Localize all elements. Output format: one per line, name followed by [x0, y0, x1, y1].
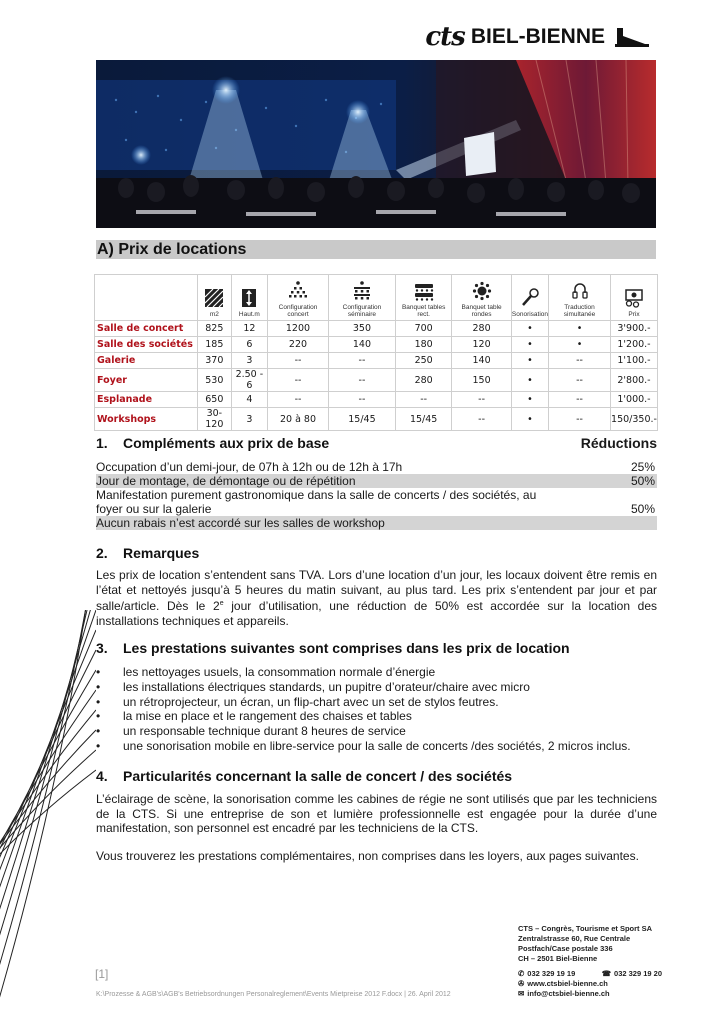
table-row [95, 392, 658, 408]
cell-m2: 825 [198, 321, 232, 337]
included-services-list [96, 665, 657, 754]
cell-banquet-round: 120 [452, 337, 512, 353]
cell-seminar: 140 [328, 337, 395, 353]
cell-m2: 185 [198, 337, 232, 353]
cell-translation: -- [549, 408, 611, 431]
section-2-heading [96, 545, 199, 561]
price-icon [623, 288, 645, 308]
decorative-arcs [0, 610, 96, 1024]
microphone-icon [519, 288, 541, 308]
section-number: 2. [96, 545, 108, 561]
cell-seminar: -- [328, 392, 395, 408]
cell-sound: • [511, 369, 548, 392]
phone-fax-line [518, 969, 662, 979]
cell-price: 3'900.- [611, 321, 658, 337]
section-header [96, 240, 656, 259]
cell-banquet-rect: 700 [396, 321, 452, 337]
cell-price: 1'000.- [611, 392, 658, 408]
cell-sound: • [511, 353, 548, 369]
column-label: Banquet tables rect. [401, 304, 446, 318]
cell-sound: • [511, 337, 548, 353]
cell-height: 4 [231, 392, 267, 408]
supplement-row [96, 516, 657, 530]
cell-banquet-round: 150 [452, 369, 512, 392]
cell-price: 1'100.- [611, 353, 658, 369]
cell-banquet-round: 140 [452, 353, 512, 369]
column-header-seminar [328, 275, 395, 321]
cell-concert: 1200 [268, 321, 329, 337]
table-header-row [95, 275, 658, 321]
column-header-banquet-round [452, 275, 512, 321]
concert-hall-paragraph: L’éclairage de scène, la sonorisation comme les cabines de régie ne sont utilisés que par les techniciens de la CTS. Si une entreprise de son et lumière professionnelle est engagée pour la durée d’une manifestation, son personnel est encadré par les techniciens de la CTS. [96, 792, 657, 836]
table-row [95, 321, 658, 337]
banquet-round-icon [471, 281, 493, 301]
globe-icon: ✇ [518, 979, 525, 988]
table-row [95, 337, 658, 353]
list-item: • les installations électriques standards, un pupitre d’orateur/chaire avec micro [96, 680, 657, 695]
list-item: • une sonorisation mobile en libre-service pour la salle de concerts /des sociétés, 2 micros inclus. [96, 739, 657, 754]
column-label: Prix [628, 311, 640, 318]
cell-height: 3 [231, 353, 267, 369]
column-header-banquet-rect [396, 275, 452, 321]
section-title: A) Prix de locations [97, 241, 247, 258]
section-3-heading [96, 640, 570, 656]
section-number: 4. [96, 768, 108, 784]
company-address [518, 924, 652, 964]
fax [602, 969, 662, 979]
ordinal-superscript: e [219, 600, 224, 608]
cell-concert: 20 à 80 [268, 408, 329, 431]
supplement-percent [655, 516, 657, 530]
further-services-paragraph: Vous trouverez les prestations complémentaires, non comprises dans les loyers, aux pages suivantes. [96, 849, 639, 863]
supplement-text: Aucun rabais n’est accordé sur les salles de workshop [96, 516, 385, 530]
height-icon [238, 288, 260, 308]
column-header-price [611, 275, 658, 321]
cell-m2: 650 [198, 392, 232, 408]
concert-config-icon [287, 281, 309, 301]
file-path: K:\Prozesse & AGB's\AGB's Betriebsordnungen Personalreglement\Events Mietpreise 2012 F.docx | 26. April 2012 [96, 991, 451, 998]
cell-seminar: 15/45 [328, 408, 395, 431]
cell-concert: -- [268, 353, 329, 369]
column-header-height [231, 275, 267, 321]
list-item: • les nettoyages usuels, la consommation normale d’énergie [96, 665, 657, 680]
cell-banquet-round: -- [452, 408, 512, 431]
cell-banquet-rect: 280 [396, 369, 452, 392]
supplement-percent: 25% [630, 460, 655, 474]
section-3-title: Les prestations suivantes sont comprises dans les prix de location [123, 640, 570, 656]
logo [425, 22, 649, 52]
table-row [95, 408, 658, 431]
column-header-m2 [198, 275, 232, 321]
column-label: Sonorisation [511, 311, 549, 318]
headphones-icon [569, 281, 591, 301]
fax-icon: ☎ [601, 969, 612, 978]
cell-concert: -- [268, 392, 329, 408]
email-link[interactable]: info@ctsbiel-bienne.ch [527, 989, 610, 998]
list-item: • un responsable technique durant 8 heures de service [96, 724, 657, 739]
row-name: Galerie [95, 353, 198, 369]
row-name: Foyer [95, 369, 198, 392]
row-name: Esplanade [95, 392, 198, 408]
section-1-heading [96, 435, 329, 451]
cell-price: 2'800.- [611, 369, 658, 392]
cell-banquet-rect: 15/45 [396, 408, 452, 431]
cell-seminar: -- [328, 353, 395, 369]
column-label: Traduction simultanée [563, 304, 596, 318]
seminar-config-icon [351, 281, 373, 301]
section-1-title: Compléments aux prix de base [123, 435, 330, 451]
cell-banquet-round: 280 [452, 321, 512, 337]
table-corner [95, 275, 198, 321]
cell-price: 1'200.- [611, 337, 658, 353]
banquet-rect-icon [413, 281, 435, 301]
logo-cts: cts [425, 22, 465, 52]
supplements-list [96, 460, 657, 530]
cell-seminar: -- [328, 369, 395, 392]
remarks-text-a: Les prix de location s’entendent sans TVA. Lors d’une location d’un jour, les locaux doivent être remis en l’état et nettoyés jusqu’à 5 heures du matin suivant, au plus tard. Les prix s’entendent par jour et par salle/article. Dès le 2 [96, 568, 657, 614]
remarks-paragraph [96, 568, 657, 628]
supplement-row [96, 488, 657, 516]
cell-concert: -- [268, 369, 329, 392]
supplement-text: Occupation d’un demi-jour, de 07h à 12h ou de 12h à 17h [96, 460, 403, 474]
list-item: • la mise en place et le rangement des chaises et tables [96, 709, 657, 724]
address-line: CTS – Congrès, Tourisme et Sport SA [518, 924, 653, 933]
mail-icon: ✉ [518, 989, 525, 998]
column-label: Haut.m [238, 311, 260, 318]
column-label: m2 [209, 311, 219, 318]
phone-icon: ✆ [518, 969, 525, 978]
cell-translation: • [549, 337, 611, 353]
cell-m2: 530 [198, 369, 232, 392]
section-2-title: Remarques [123, 545, 200, 561]
column-header-sound [511, 275, 548, 321]
phone-number: 032 329 19 19 [527, 969, 576, 978]
row-name: Workshops [95, 408, 198, 431]
cell-concert: 220 [268, 337, 329, 353]
fax-number: 032 329 19 20 [614, 969, 662, 978]
remarks-text-b: jour d’utilisation, une réduction de 50% est accordée sur la location des installations techniques et appareils. [96, 599, 658, 628]
logo-mark-icon [615, 26, 649, 48]
supplement-percent: 50% [630, 502, 655, 516]
cell-banquet-rect: -- [396, 392, 452, 408]
cell-banquet-round: -- [452, 392, 512, 408]
cell-m2: 370 [198, 353, 232, 369]
cell-height: 3 [231, 408, 267, 431]
column-header-translation [549, 275, 611, 321]
column-label: Configuration séminaire [342, 304, 382, 318]
column-label: Banquet table rondes [461, 304, 502, 318]
list-item: • un rétroprojecteur, un écran, un flip-chart avec un set de stylos feutres. [96, 695, 657, 710]
cell-banquet-rect: 180 [396, 337, 452, 353]
cell-sound: • [511, 408, 548, 431]
cell-translation: -- [549, 353, 611, 369]
website-link[interactable]: www.ctsbiel-bienne.ch [527, 979, 608, 988]
cell-price: 150/350.- [611, 408, 658, 431]
cell-height: 6 [231, 337, 267, 353]
page-number: [1] [95, 967, 109, 981]
phone [518, 969, 575, 979]
cell-m2: 30-120 [198, 408, 232, 431]
supplement-percent: 50% [630, 474, 655, 488]
address-line: Zentralstrasse 60, Rue Centrale [518, 934, 631, 943]
cell-height: 12 [231, 321, 267, 337]
supplement-row [96, 474, 657, 488]
cell-translation: -- [549, 392, 611, 408]
hatch-icon [203, 288, 225, 308]
table-row [95, 353, 658, 369]
address-line: Postfach/Case postale 336 [518, 944, 613, 953]
cell-translation: • [549, 321, 611, 337]
table-row [95, 369, 658, 392]
supplement-text: Jour de montage, de démontage ou de répétition [96, 474, 356, 488]
cell-banquet-rect: 250 [396, 353, 452, 369]
cell-sound: • [511, 321, 548, 337]
supplement-row [96, 460, 657, 474]
company-contact [518, 969, 668, 999]
hero-photo [96, 60, 656, 228]
reductions-heading: Réductions [580, 435, 657, 451]
section-4-heading [96, 768, 512, 784]
section-number: 3. [96, 640, 108, 656]
supplement-text: Manifestation purement gastronomique dans la salle de concerts / des sociétés, au foyer ou sur la galerie [96, 488, 537, 516]
column-header-concert [268, 275, 329, 321]
website[interactable] [518, 979, 668, 989]
section-4-title: Particularités concernant la salle de concert / des sociétés [123, 768, 513, 784]
section-number: 1. [96, 435, 108, 451]
email[interactable] [518, 989, 668, 999]
cell-seminar: 350 [328, 321, 395, 337]
cell-height: 2.50 - 6 [231, 369, 267, 392]
row-name: Salle des sociétés [95, 337, 198, 353]
logo-city: BIEL-BIENNE [470, 25, 605, 48]
column-label: Configuration concert [278, 304, 318, 318]
cell-sound: • [511, 392, 548, 408]
address-line: CH – 2501 Biel-Bienne [518, 954, 598, 963]
cell-translation: -- [549, 369, 611, 392]
row-name: Salle de concert [95, 321, 198, 337]
price-table [94, 274, 658, 431]
